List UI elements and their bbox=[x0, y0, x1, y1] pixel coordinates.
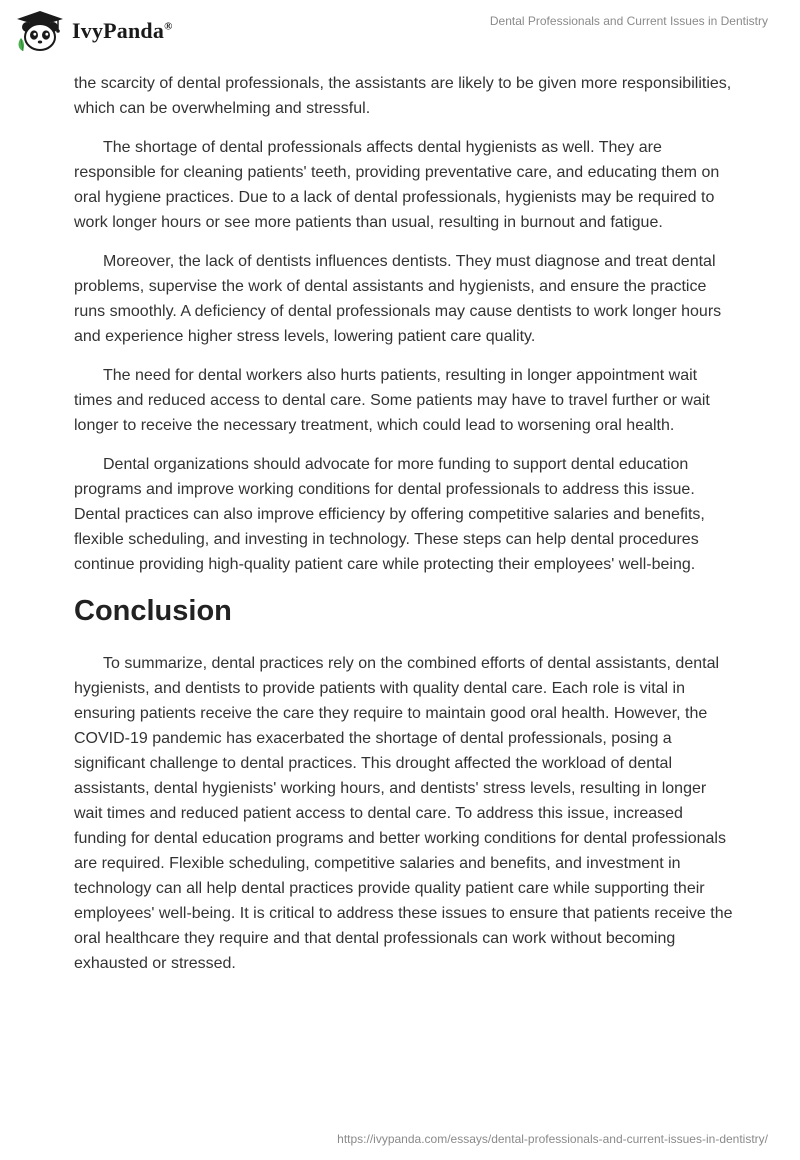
ivypanda-logo[interactable] bbox=[14, 10, 173, 52]
essay-body bbox=[74, 71, 734, 990]
source-url[interactable]: https://ivypanda.com/essays/dental-professionals-and-current-issues-in-dentistry/ bbox=[337, 1132, 768, 1146]
paragraph: The shortage of dental professionals affects dental hygienists as well. They are responsible for cleaning patients' teeth, providing preventative care, and educating them on oral hygiene practices. Due to a lack of dental professionals, hygienists may be required to work longer hours or see more patients than usual, resulting in burnout and fatigue. bbox=[74, 139, 720, 231]
page-header bbox=[0, 0, 800, 70]
brand-name: IvyPanda® bbox=[72, 18, 173, 43]
conclusion-paragraph: To summarize, dental practices rely on the combined efforts of dental assistants, dental hygienists, and dentists to provide patients with quality dental care. Each role is vital in ensuring patients receive the care they require to maintain good oral health. However, the COVID-19 pandemic has exacerbated the shortage of dental professionals, posing a significant challenge to dental practices. This drought affected the workload of dental assistants, dental hygienists' working hours, and dentists' stress levels, resulting in longer wait times and reduced patient access to dental care. To address this issue, increased funding for dental education programs and better working conditions for dental professionals are required. Flexible scheduling, competitive salaries and benefits, and investment in technology can all help dental practices provide quality patient care while supporting their employees' well-being. It is critical to address these issues to ensure that patients receive the oral healthcare they require and that dental professionals can work without becoming exhausted or stressed. bbox=[74, 655, 733, 972]
paragraph: The need for dental workers also hurts patients, resulting in longer appointment wait times and reduced access to dental care. Some patients may have to travel further or wait longer to receive the necessary treatment, which could lead to worsening oral health. bbox=[74, 367, 710, 434]
conclusion-heading: Conclusion bbox=[74, 595, 232, 627]
paragraph: Dental organizations should advocate for more funding to support dental education programs and improve working conditions for dental professionals to address this issue. Dental practices can also improve efficiency by offering competitive salaries and benefits, flexible scheduling, and investing in technology. These steps can help dental procedures continue providing high-quality patient care while protecting their employees' well-being. bbox=[74, 456, 705, 573]
paragraph: the scarcity of dental professionals, the assistants are likely to be given more responsibilities, which can be overwhelming and stressful. bbox=[74, 75, 732, 117]
document-title: Dental Professionals and Current Issues in Dentistry bbox=[489, 14, 768, 28]
paragraph: Moreover, the lack of dentists influences dentists. They must diagnose and treat dental problems, supervise the work of dental assistants and hygienists, and ensure the practice runs smoothly. A deficiency of dental professionals may cause dentists to work longer hours and experience higher stress levels, lowering patient care quality. bbox=[74, 253, 722, 345]
panda-mascot-icon bbox=[14, 10, 66, 52]
